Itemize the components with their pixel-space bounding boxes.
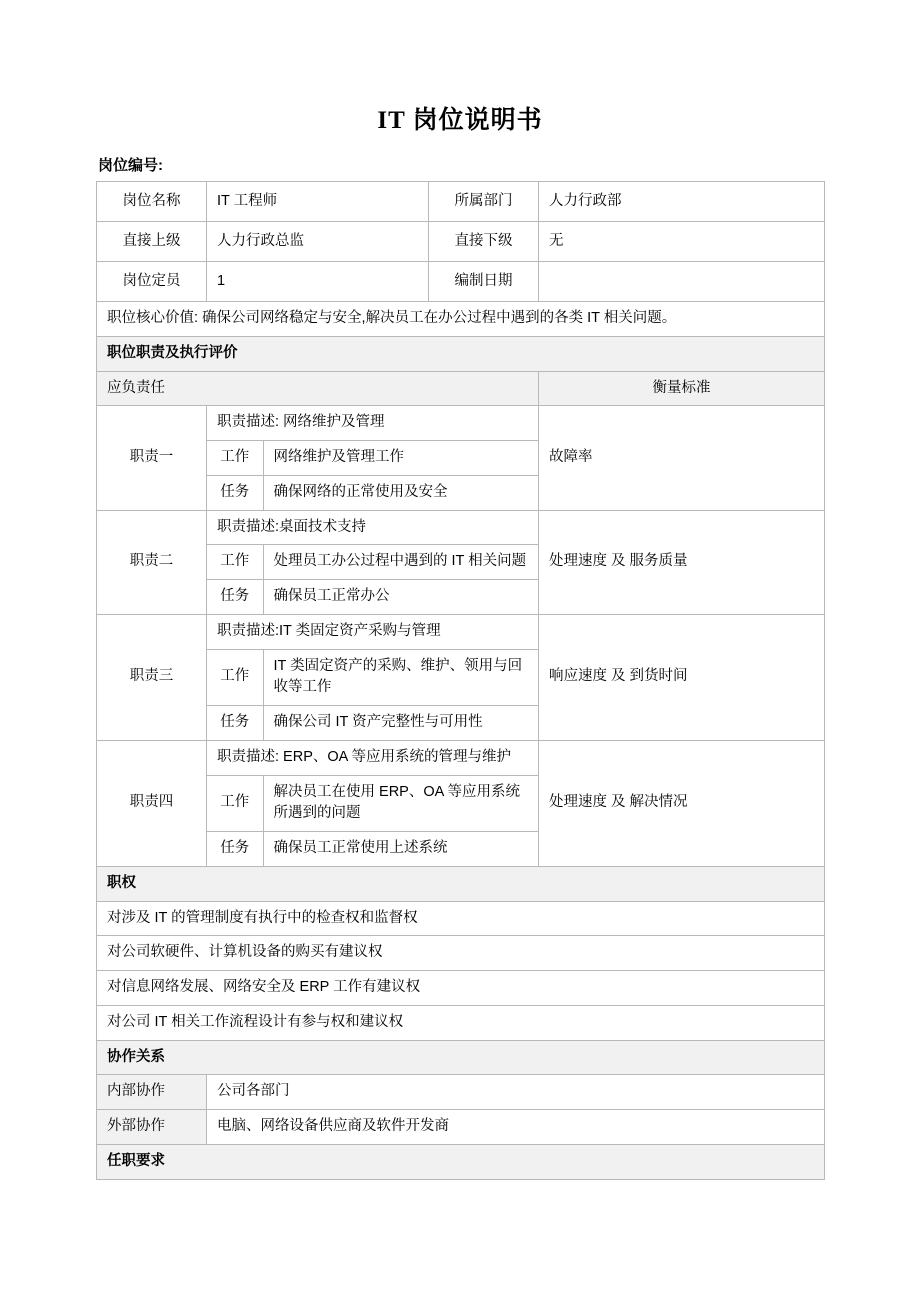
cooperation-label-internal: 内部协作 xyxy=(97,1075,207,1110)
table-row xyxy=(97,1005,825,1040)
duty-measure-3: 响应速度 及 到货时间 xyxy=(539,614,825,740)
table-row xyxy=(97,614,825,740)
field-label-post-name: 岗位名称 xyxy=(97,182,207,222)
duty-description-4: 职责描述: ERP、OA 等应用系统的管理与维护 xyxy=(207,741,538,775)
duty-task-4: 确保员工正常使用上述系统 xyxy=(263,832,538,866)
table-row xyxy=(97,406,825,510)
field-value-department: 人力行政部 xyxy=(539,182,825,222)
table-row xyxy=(97,336,825,371)
duty-work-3: IT 类固定资产的采购、维护、领用与回收等工作 xyxy=(263,649,538,706)
table-row xyxy=(97,302,825,337)
duty-detail-table-2 xyxy=(207,511,538,614)
field-label-department: 所属部门 xyxy=(429,182,539,222)
duty-measure-2: 处理速度 及 服务质量 xyxy=(539,510,825,614)
duty-detail-3 xyxy=(207,614,539,740)
table-row xyxy=(97,182,825,222)
column-header-measure: 衡量标准 xyxy=(539,371,825,406)
duty-work-label-4: 工作 xyxy=(207,775,263,832)
section-heading-cooperation: 协作关系 xyxy=(97,1040,825,1075)
section-heading-duties: 职位职责及执行评价 xyxy=(97,336,825,371)
field-value-superior: 人力行政总监 xyxy=(207,222,429,262)
table-row xyxy=(97,1040,825,1075)
table-row xyxy=(97,971,825,1006)
table-row xyxy=(97,901,825,936)
duty-task-label-3: 任务 xyxy=(207,706,263,740)
table-row xyxy=(97,1144,825,1179)
duty-index-1: 职责一 xyxy=(97,406,207,510)
authority-item-4: 对公司 IT 相关工作流程设计有参与权和建议权 xyxy=(97,1005,825,1040)
field-value-post-name: IT 工程师 xyxy=(207,182,429,222)
authority-item-3: 对信息网络发展、网络安全及 ERP 工作有建议权 xyxy=(97,971,825,1006)
duty-detail-table-3 xyxy=(207,615,538,740)
duty-work-label-1: 工作 xyxy=(207,441,263,476)
duty-description-1: 职责描述: 网络维护及管理 xyxy=(207,406,538,440)
duty-work-label-3: 工作 xyxy=(207,649,263,706)
column-header-responsibility: 应负责任 xyxy=(97,371,539,406)
field-value-subordinate: 无 xyxy=(539,222,825,262)
post-code-label: 岗位编号: xyxy=(98,157,163,174)
duty-task-label-4: 任务 xyxy=(207,832,263,866)
cooperation-value-internal: 公司各部门 xyxy=(207,1075,825,1110)
core-value-text: 职位核心价值: 确保公司网络稳定与安全,解决员工在办公过程中遇到的各类 IT 相关问题。 xyxy=(97,302,825,337)
field-label-superior: 直接上级 xyxy=(97,222,207,262)
cooperation-label-external: 外部协作 xyxy=(97,1110,207,1145)
field-label-prepared-date: 编制日期 xyxy=(429,262,539,302)
duty-task-label-1: 任务 xyxy=(207,475,263,509)
duty-detail-table-1 xyxy=(207,406,538,509)
duty-measure-1: 故障率 xyxy=(539,406,825,510)
field-label-headcount: 岗位定员 xyxy=(97,262,207,302)
duty-work-2: 处理员工办公过程中遇到的 IT 相关问题 xyxy=(263,545,538,580)
field-value-prepared-date xyxy=(539,262,825,302)
duty-detail-table-4 xyxy=(207,741,538,866)
duty-index-3: 职责三 xyxy=(97,614,207,740)
duty-detail-1 xyxy=(207,406,539,510)
duty-description-2: 职责描述:桌面技术支持 xyxy=(207,511,538,545)
duty-measure-4: 处理速度 及 解决情况 xyxy=(539,740,825,866)
table-row xyxy=(97,1110,825,1145)
table-row xyxy=(97,262,825,302)
duty-detail-4 xyxy=(207,740,539,866)
duty-work-label-2: 工作 xyxy=(207,545,263,580)
table-row xyxy=(97,1075,825,1110)
duty-task-3: 确保公司 IT 资产完整性与可用性 xyxy=(263,706,538,740)
section-heading-authority: 职权 xyxy=(97,866,825,901)
job-description-table xyxy=(96,181,825,1180)
duty-index-2: 职责二 xyxy=(97,510,207,614)
table-row xyxy=(97,740,825,866)
table-row xyxy=(97,866,825,901)
duty-index-4: 职责四 xyxy=(97,740,207,866)
section-heading-requirements: 任职要求 xyxy=(97,1144,825,1179)
cooperation-value-external: 电脑、网络设备供应商及软件开发商 xyxy=(207,1110,825,1145)
page-title: IT 岗位说明书 xyxy=(377,107,543,134)
authority-item-2: 对公司软硬件、计算机设备的购买有建议权 xyxy=(97,936,825,971)
duty-detail-2 xyxy=(207,510,539,614)
duty-description-3: 职责描述:IT 类固定资产采购与管理 xyxy=(207,615,538,649)
duty-task-2: 确保员工正常办公 xyxy=(263,580,538,614)
table-row xyxy=(97,222,825,262)
duty-task-label-2: 任务 xyxy=(207,580,263,614)
field-value-headcount: 1 xyxy=(207,262,429,302)
field-label-subordinate: 直接下级 xyxy=(429,222,539,262)
duty-work-4: 解决员工在使用 ERP、OA 等应用系统所遇到的问题 xyxy=(263,775,538,832)
duty-work-1: 网络维护及管理工作 xyxy=(263,441,538,476)
table-row xyxy=(97,936,825,971)
duty-task-1: 确保网络的正常使用及安全 xyxy=(263,475,538,509)
table-row xyxy=(97,510,825,614)
authority-item-1: 对涉及 IT 的管理制度有执行中的检查权和监督权 xyxy=(97,901,825,936)
table-row xyxy=(97,371,825,406)
